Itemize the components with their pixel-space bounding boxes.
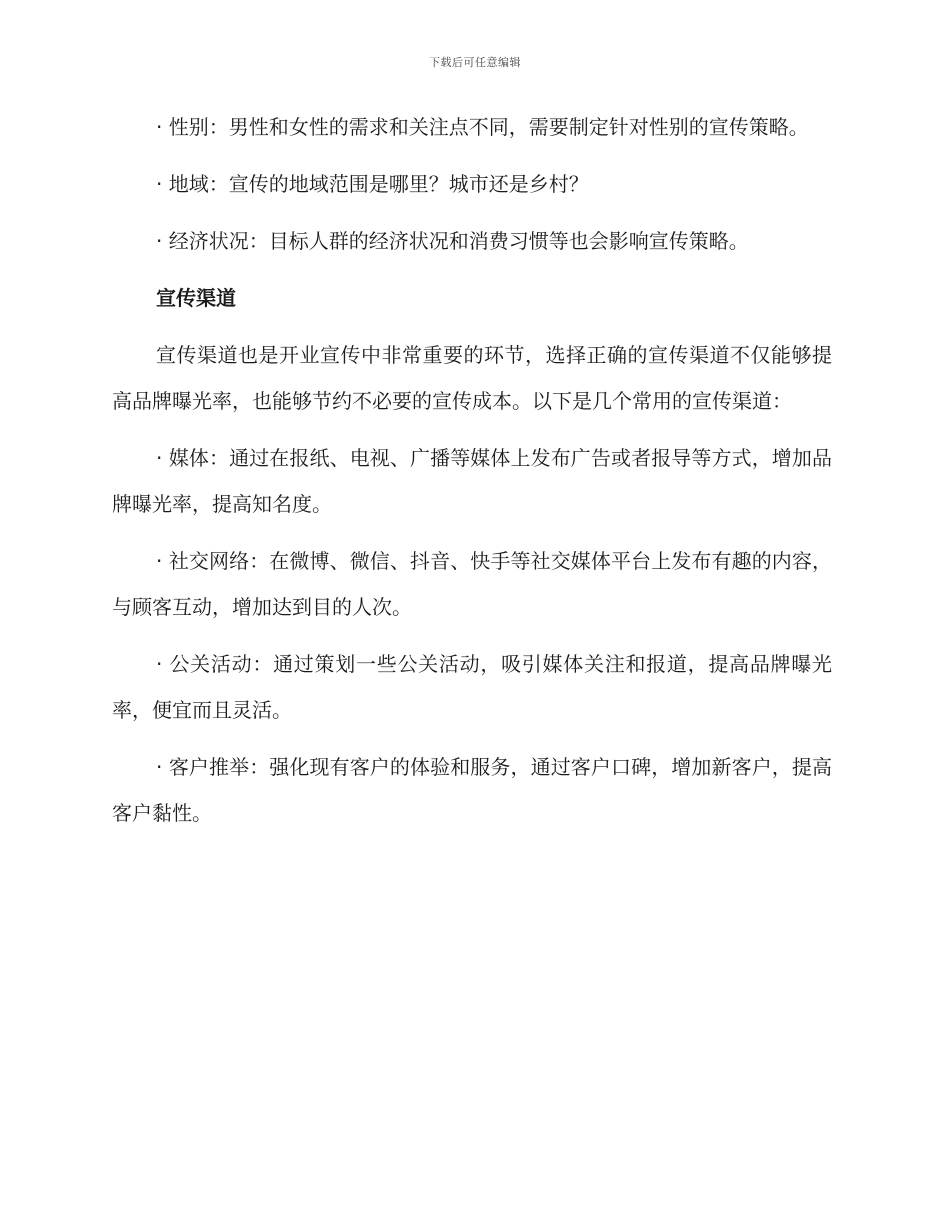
bullet-region: · 地域：宣传的地域范围是哪里？城市还是乡村？ [156, 172, 589, 196]
bullet-social-network: · 社交网络：在微博、微信、抖音、快手等社交媒体平台上发布有趣的内容，与顾客互动，增加达到目的人次。 [112, 549, 832, 619]
bullet-economy: · 经济状况：目标人群的经济状况和消费习惯等也会影响宣传策略。 [156, 229, 749, 253]
bullet-customer-referral: · 客户推举：强化现有客户的体验和服务，通过客户口碑，增加新客户，提高客户黏性。 [112, 755, 832, 825]
intro-paragraph: 宣传渠道也是开业宣传中非常重要的环节，选择正确的宣传渠道不仅能够提高品牌曝光率，也能够节约不必要的宣传成本。以下是几个常用的宣传渠道： [112, 343, 832, 413]
document-body [112, 104, 832, 847]
bullet-media: · 媒体：通过在报纸、电视、广播等媒体上发布广告或者报导等方式，增加品牌曝光率，提高知名度。 [112, 446, 832, 516]
section-title: 宣传渠道 [156, 286, 236, 310]
page-header: 下载后可任意编辑 [429, 56, 521, 69]
bullet-gender: · 性别：男性和女性的需求和关注点不同，需要制定针对性别的宣传策略。 [156, 115, 809, 139]
bullet-pr-activity: · 公关活动：通过策划一些公关活动，吸引媒体关注和报道，提高品牌曝光率，便宜而且灵活。 [112, 652, 832, 722]
